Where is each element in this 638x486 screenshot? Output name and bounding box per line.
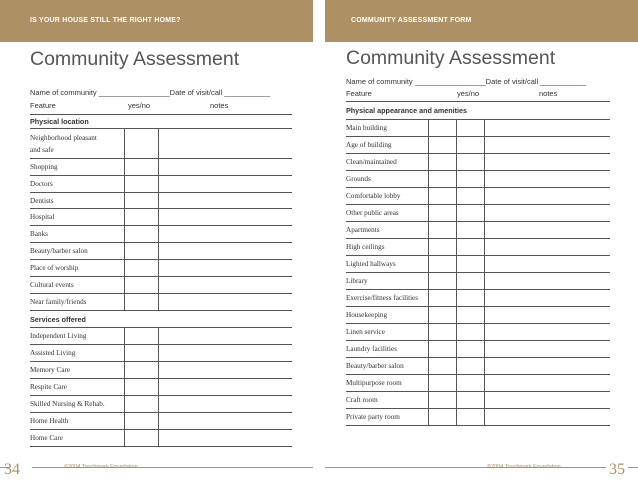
page-title: Community Assessment: [30, 48, 240, 70]
feature-label: Laundry facilities: [346, 345, 397, 353]
yesno-cell[interactable]: [456, 290, 484, 306]
feature-label: Near family/friends: [30, 298, 87, 306]
notes-cell[interactable]: [484, 188, 610, 204]
table-row: [346, 392, 610, 409]
footer-rule: [325, 467, 606, 468]
table-row: [30, 345, 292, 362]
yesno-cell[interactable]: [456, 154, 484, 170]
table-row: [346, 307, 610, 324]
table-row: [346, 239, 610, 256]
feature-label: [30, 129, 124, 158]
footer-rule: [628, 467, 638, 468]
section-heading: Physical location: [30, 117, 89, 126]
col-header-notes: notes: [210, 101, 229, 110]
feature-label: Main building: [346, 124, 387, 132]
feature-label: Shopping: [30, 163, 58, 171]
yesno-cell[interactable]: [428, 239, 456, 255]
yesno-cell[interactable]: [428, 171, 456, 187]
table-row: [30, 396, 292, 413]
notes-cell[interactable]: [158, 159, 292, 175]
page-number: 35: [609, 461, 625, 478]
table-row: [30, 193, 292, 209]
table-row: [30, 226, 292, 243]
feature-label: Lighted hallways: [346, 260, 396, 268]
notes-cell[interactable]: [484, 392, 610, 408]
notes-cell[interactable]: [484, 358, 610, 374]
yesno-cell[interactable]: [124, 243, 158, 259]
yesno-cell[interactable]: [124, 209, 158, 225]
feature-label: Grounds: [346, 175, 371, 183]
notes-cell[interactable]: [158, 294, 292, 310]
feature-label: Memory Care: [30, 366, 71, 374]
yesno-cell[interactable]: [428, 375, 456, 391]
feature-label: Library: [346, 277, 368, 285]
notes-cell[interactable]: [484, 154, 610, 170]
notes-cell[interactable]: [484, 222, 610, 238]
section-heading: Services offered: [30, 314, 86, 324]
table-row: [30, 379, 292, 396]
yesno-cell[interactable]: [428, 290, 456, 306]
table-row: [346, 375, 610, 392]
col-header-feature: Feature: [30, 101, 56, 110]
yesno-cell[interactable]: [428, 307, 456, 323]
notes-cell[interactable]: [484, 171, 610, 187]
section-heading-row: [346, 102, 610, 120]
table-row: [30, 362, 292, 379]
yesno-cell[interactable]: [456, 239, 484, 255]
running-header: IS YOUR HOUSE STILL THE RIGHT HOME?: [30, 17, 181, 24]
yesno-cell[interactable]: [124, 294, 158, 310]
notes-cell[interactable]: [158, 345, 292, 361]
notes-cell[interactable]: [484, 273, 610, 289]
section-heading: Physical appearance and amenities: [346, 106, 468, 115]
feature-label: Respite Care: [30, 383, 67, 391]
header-bar: [0, 0, 313, 42]
yesno-cell[interactable]: [124, 193, 158, 208]
feature-label: Cultural events: [30, 281, 74, 289]
notes-cell[interactable]: [158, 129, 292, 158]
notes-cell[interactable]: [484, 239, 610, 255]
feature-label: Banks: [30, 230, 48, 238]
table-row: [346, 188, 610, 205]
feature-label: Dentists: [30, 196, 54, 205]
yesno-cell[interactable]: [428, 409, 456, 425]
yesno-cell[interactable]: [124, 176, 158, 192]
yesno-cell[interactable]: [456, 222, 484, 238]
table-row: [30, 129, 292, 159]
notes-cell[interactable]: [484, 120, 610, 136]
feature-label: Skilled Nursing & Rehab.: [30, 400, 105, 408]
table-row: [30, 328, 292, 345]
feature-label: Beauty/barber salon: [346, 362, 404, 370]
feature-label: Age of building: [346, 141, 392, 149]
feature-label: Clean/maintained: [346, 158, 397, 166]
feature-label: Place of worship: [30, 264, 79, 272]
yesno-cell[interactable]: [124, 345, 158, 361]
table-row: [346, 409, 610, 426]
notes-cell[interactable]: [484, 409, 610, 425]
feature-label-line: Neighborhood pleasant: [30, 133, 97, 142]
header-bar: [325, 0, 638, 42]
table-row: [346, 222, 610, 239]
section-heading-row: [30, 311, 292, 328]
yesno-cell[interactable]: [456, 375, 484, 391]
feature-label: Independent Living: [30, 332, 87, 340]
assessment-table: [346, 101, 610, 426]
feature-label: Comfortable lobby: [346, 192, 401, 200]
footer-copyright: ©2004 Touchmark Foundation: [487, 464, 561, 470]
yesno-cell[interactable]: [124, 260, 158, 276]
notes-cell[interactable]: [158, 362, 292, 378]
table-row: [30, 413, 292, 430]
notes-cell[interactable]: [158, 396, 292, 412]
yesno-cell[interactable]: [428, 137, 456, 153]
feature-label: Beauty/barber salon: [30, 247, 88, 255]
yesno-cell[interactable]: [456, 341, 484, 357]
notes-cell[interactable]: [158, 413, 292, 429]
yesno-cell[interactable]: [456, 409, 484, 425]
yesno-cell[interactable]: [124, 328, 158, 344]
yesno-cell[interactable]: [428, 392, 456, 408]
name-date-line: Name of community _________________Date of visit/call ___________: [30, 88, 271, 97]
yesno-cell[interactable]: [428, 324, 456, 340]
table-row: [346, 358, 610, 375]
yesno-cell[interactable]: [428, 341, 456, 357]
feature-label: Craft room: [346, 396, 378, 404]
feature-label: High ceilings: [346, 243, 385, 251]
table-row: [346, 154, 610, 171]
page-number: 34: [4, 461, 20, 478]
feature-label: Linen service: [346, 328, 385, 336]
yesno-cell[interactable]: [456, 205, 484, 221]
table-row: [30, 430, 292, 447]
yesno-cell[interactable]: [456, 273, 484, 289]
notes-cell[interactable]: [158, 260, 292, 276]
feature-label: Hospital: [30, 213, 55, 221]
table-row: [30, 277, 292, 294]
notes-cell[interactable]: [484, 307, 610, 323]
yesno-cell[interactable]: [124, 159, 158, 175]
yesno-cell[interactable]: [124, 379, 158, 395]
feature-label-line: and safe: [30, 145, 54, 154]
feature-label: Exercise/fitness facilities: [346, 294, 419, 302]
section-heading-row: [30, 115, 292, 129]
notes-cell[interactable]: [158, 226, 292, 242]
notes-cell[interactable]: [158, 277, 292, 293]
feature-label: Apartments: [346, 226, 380, 234]
notes-cell[interactable]: [484, 375, 610, 391]
table-row: [30, 260, 292, 277]
assessment-table: [30, 114, 292, 447]
yesno-cell[interactable]: [456, 137, 484, 153]
notes-cell[interactable]: [158, 379, 292, 395]
feature-label: Other public areas: [346, 209, 399, 217]
yesno-cell[interactable]: [124, 430, 158, 446]
yesno-cell[interactable]: [428, 222, 456, 238]
notes-cell[interactable]: [484, 137, 610, 153]
feature-label: Multipurpose room: [346, 379, 402, 387]
name-date-line: Name of community _________________Date of visit/call ___________: [346, 77, 587, 86]
yesno-cell[interactable]: [428, 273, 456, 289]
table-row: [346, 324, 610, 341]
notes-cell[interactable]: [484, 205, 610, 221]
notes-cell[interactable]: [484, 256, 610, 272]
table-row: [30, 176, 292, 193]
notes-cell[interactable]: [158, 243, 292, 259]
notes-cell[interactable]: [158, 176, 292, 192]
yesno-cell[interactable]: [456, 171, 484, 187]
feature-label: Assisted Living: [30, 349, 76, 357]
table-row: [346, 205, 610, 222]
table-row: [346, 273, 610, 290]
notes-cell[interactable]: [484, 341, 610, 357]
yesno-cell[interactable]: [124, 396, 158, 412]
yesno-cell[interactable]: [428, 358, 456, 374]
feature-label: Housekeeping: [346, 311, 388, 319]
yesno-cell[interactable]: [124, 129, 158, 158]
yesno-cell[interactable]: [456, 392, 484, 408]
col-header-feature: Feature: [346, 89, 372, 98]
table-row: [346, 256, 610, 273]
yesno-cell[interactable]: [428, 154, 456, 170]
notes-cell[interactable]: [158, 209, 292, 225]
table-row: [30, 209, 292, 226]
col-header-notes: notes: [539, 89, 558, 98]
yesno-cell[interactable]: [456, 188, 484, 204]
running-header: COMMUNITY ASSESSMENT FORM: [351, 17, 472, 24]
yesno-cell[interactable]: [124, 277, 158, 293]
yesno-cell[interactable]: [456, 120, 484, 136]
table-row: [30, 159, 292, 176]
table-row: [346, 290, 610, 307]
yesno-cell[interactable]: [456, 358, 484, 374]
col-header-yesno: yes/no: [457, 89, 480, 98]
notes-cell[interactable]: [158, 328, 292, 344]
table-row: [30, 294, 292, 311]
feature-label: Doctors: [30, 180, 53, 188]
table-row: [346, 341, 610, 358]
yesno-cell[interactable]: [124, 362, 158, 378]
yesno-cell[interactable]: [124, 413, 158, 429]
feature-label: Home Health: [30, 417, 69, 425]
table-row: [30, 243, 292, 260]
table-row: [346, 120, 610, 137]
right-page: [319, 0, 638, 486]
feature-label: Private party room: [346, 413, 400, 421]
yesno-cell[interactable]: [456, 256, 484, 272]
col-header-yesno: yes/no: [128, 101, 151, 110]
notes-cell[interactable]: [484, 324, 610, 340]
table-row: [346, 171, 610, 188]
footer-copyright: ©2004 Touchmark Foundation: [64, 464, 138, 470]
yesno-cell[interactable]: [428, 205, 456, 221]
page-title: Community Assessment: [346, 47, 556, 69]
yesno-cell[interactable]: [456, 307, 484, 323]
notes-cell[interactable]: [158, 430, 292, 446]
table-row: [346, 137, 610, 154]
yesno-cell[interactable]: [124, 226, 158, 242]
yesno-cell[interactable]: [456, 324, 484, 340]
yesno-cell[interactable]: [428, 120, 456, 136]
yesno-cell[interactable]: [428, 188, 456, 204]
notes-cell[interactable]: [158, 193, 292, 208]
notes-cell[interactable]: [484, 290, 610, 306]
feature-label: Home Care: [30, 434, 63, 442]
yesno-cell[interactable]: [428, 256, 456, 272]
